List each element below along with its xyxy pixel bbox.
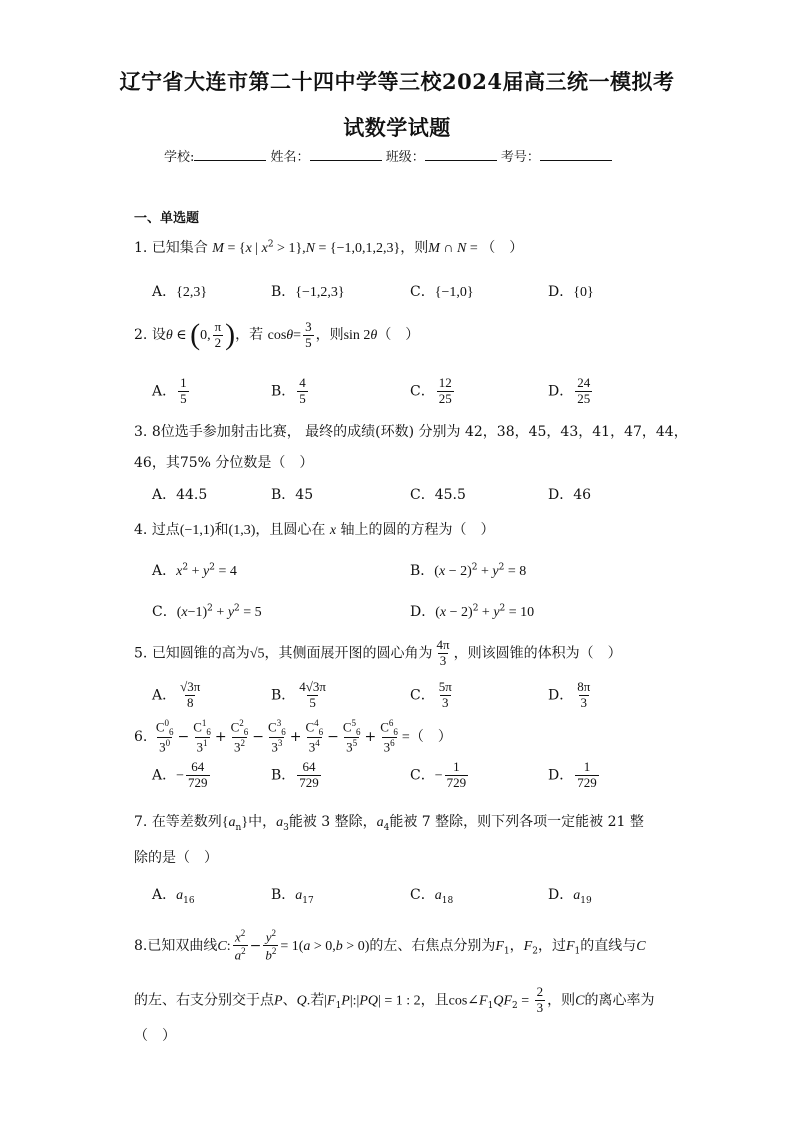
question-2: 2. 设θ ∈ (0, $\frac{\pi}{2}$ )，若 cosθ= $\frac{3}{5}$ ，则sin 2θ（ ）	[134, 318, 420, 351]
q2-option-d[interactable]: D． $\frac{24}{25}$	[548, 375, 591, 406]
question-8-line2: 的左、右支分别交于点P、Q.若$|F_1P|:|PQ| = 1$ : 2，且$\cos\angle F_1QF_2$ = $\frac{2}{3}$ ，则C的离心率为	[134, 984, 655, 1015]
q6-option-d[interactable]: D． $\frac{1}{729}$	[548, 759, 597, 790]
q3-option-c[interactable]: C．45.5	[410, 487, 466, 503]
q3-option-a[interactable]: A．44.5	[152, 487, 208, 503]
q5-option-d[interactable]: D． $\frac{8\pi}{3}$	[548, 679, 591, 710]
question-3-line2: 46，其75% 分位数是（ ）	[134, 455, 314, 471]
question-8-line3: （ ）	[134, 1028, 176, 1044]
q2-option-c[interactable]: C． $\frac{12}{25}$	[410, 375, 452, 406]
question-7: 7. 在等差数列$\{a_n\}$中，$a_3$能被 3 整除，$a_4$能被 7 整除，则下列各项一定能被 21 整	[134, 814, 644, 833]
q5-option-a[interactable]: A． $\frac{√3\pi}{8}$	[152, 679, 201, 710]
page-title-line2: 试数学试题	[343, 115, 451, 140]
q5-option-c[interactable]: C． $\frac{5\pi}{3}$	[410, 679, 452, 710]
q3-option-b[interactable]: B．45	[271, 487, 314, 503]
school-label: 学校:	[164, 150, 195, 165]
q5-option-b[interactable]: B． $\frac{4√3\pi}{5}$	[271, 679, 326, 710]
q3-option-d[interactable]: D．46	[548, 487, 592, 503]
question-6: 6. $\frac{C^0_6}{3^0}$ − $\frac{C^1_6}{3^1}$ + $\frac{C^2_6}{3^2}$ − $\frac{C^3_6}{3^3}$ + $\frac{C^4_6}{3^4}$ − $\frac{C^5_6}{3^5}$ + $\frac{C^6_6}{3^6}$ =（ ）	[134, 718, 452, 755]
q4-option-a[interactable]: A．$x^2 + y^2 = 4$	[152, 562, 237, 579]
question-3: 3. 8位选手参加射击比赛， 最终的成绩(环数) 分别为 42，38，45，43，41，47，44，	[134, 424, 688, 440]
question-1: 1. 已知集合 M = {x | $x^2 > 1\},N = \{-1,0,1,2,3\}$，则M ∩ N = （ ）	[134, 239, 524, 256]
q1-option-c[interactable]: C．{−1,0}	[410, 284, 474, 300]
q7-option-b[interactable]: B．$a_{17}$	[271, 887, 314, 906]
q7-option-d[interactable]: D．$a_{19}$	[548, 887, 592, 906]
q7-option-c[interactable]: C．$a_{18}$	[410, 887, 454, 906]
q6-option-a[interactable]: A．− $\frac{64}{729}$	[152, 759, 208, 790]
student-info-fields	[164, 146, 612, 165]
q1-option-a[interactable]: A．{2,3}	[152, 284, 208, 300]
q7-option-a[interactable]: A．$a_{16}$	[152, 887, 195, 906]
class-field[interactable]	[425, 148, 497, 161]
q2-option-a[interactable]: A． $\frac{1}{5}$	[152, 375, 187, 406]
question-7-line2: 除的是（ ）	[134, 850, 218, 866]
section-heading: 一、单选题	[134, 211, 200, 226]
name-field[interactable]	[310, 148, 382, 161]
exam-number-label: 考号：	[500, 150, 540, 165]
name-label: 姓名：	[270, 150, 310, 165]
q1-option-d[interactable]: D．{0}	[548, 284, 594, 300]
q1-option-b[interactable]: B．{−1,2,3}	[271, 284, 345, 300]
class-label: 班级：	[385, 150, 425, 165]
q4-option-d[interactable]: D．$(x - 2)^2 + y^2 = 10$	[410, 603, 535, 620]
q2-option-b[interactable]: B． $\frac{4}{5}$	[271, 375, 306, 406]
q6-option-c[interactable]: C．− $\frac{1}{729}$	[410, 759, 467, 790]
q4-option-b[interactable]: B．$(x - 2)^2 + y^2 = 8$	[410, 562, 527, 579]
page-title: 辽宁省大连市第二十四中学等三校2024届高三统一模拟考	[119, 69, 675, 94]
school-field[interactable]	[194, 148, 266, 161]
question-5: 5. 已知圆锥的高为√5，其侧面展开图的圆心角为 $\frac{4\pi}{3}$ ，则该圆锥的体积为（ ）	[134, 637, 622, 668]
question-8: 8.已知双曲线C: $\frac{x^2}{a^2}$ − $\frac{y^2}{b^2}$ = 1(a > 0,b > 0)的左、右焦点分别为$F_1$，$F_2$，过$F_1$的直线与C	[134, 928, 646, 963]
q4-option-c[interactable]: C．$(x-1)^2 + y^2 = 5$	[152, 603, 262, 620]
exam-number-field[interactable]	[540, 148, 612, 161]
question-4: 4. 过点(−1,1)和(1,3)，且圆心在 x 轴上的圆的方程为（ ）	[134, 522, 495, 538]
q6-option-b[interactable]: B． $\frac{64}{729}$	[271, 759, 319, 790]
